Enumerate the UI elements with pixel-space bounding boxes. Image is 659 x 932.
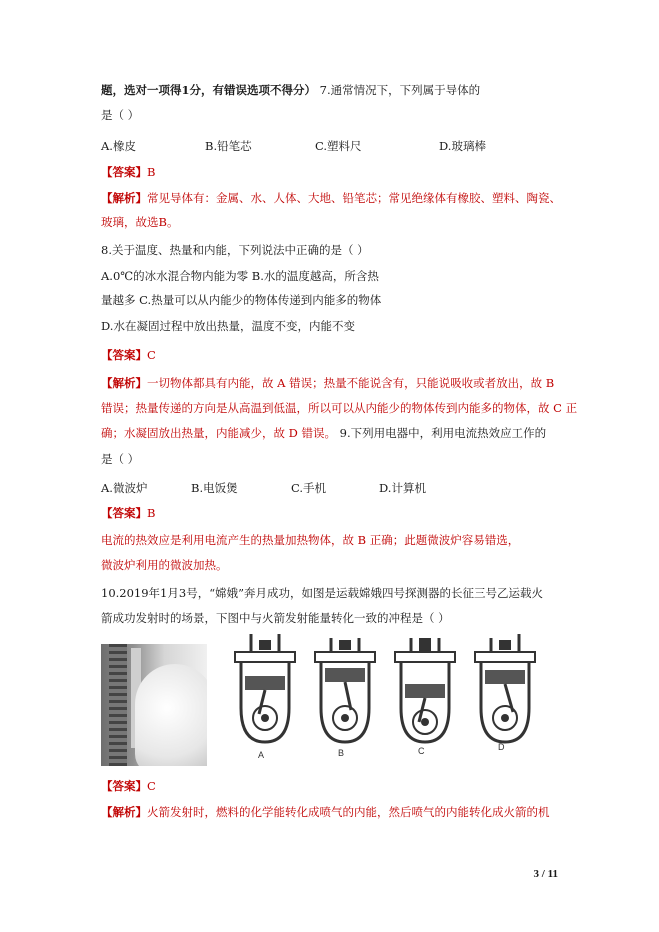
q10-answer-tag: 【答案】 xyxy=(101,779,147,793)
q7-answer xyxy=(101,164,155,180)
q8-analysis-line-2: 错误；热量传递的方向是从高温到低温，所以可以从内能少的物体传到内能多的物体，故 C 正 xyxy=(101,401,578,415)
q7-stem-line-2: 是（ ） xyxy=(101,108,140,122)
q7-analysis-tag: 【解析】 xyxy=(101,191,147,205)
q10-analysis-tag: 【解析】 xyxy=(101,805,147,819)
engine-stroke-d-diagram xyxy=(469,630,541,750)
q7-option-d: D.玻璃棒 xyxy=(439,139,486,153)
q9-answer xyxy=(101,505,155,521)
q7-answer-tag: 【答案】 xyxy=(101,165,147,179)
q7-option-c: C.塑料尺 xyxy=(315,139,362,153)
figure-label-a: A xyxy=(258,750,265,760)
q8-option-d: D.水在凝固过程中放出热量，温度不变，内能不变 xyxy=(101,319,355,333)
q7-answer-value: B xyxy=(147,165,156,179)
figure-label-b: B xyxy=(338,748,345,758)
q9-stem: 9.下列用电器中，利用电流热效应工作的 xyxy=(336,426,547,440)
q9-option-d: D.计算机 xyxy=(379,481,426,495)
q8-option-a-b: A.0℃的冰水混合物内能为零 B.水的温度越高，所含热 xyxy=(101,269,379,283)
q8-option-b-c: 量越多 C.热量可以从内能少的物体传递到内能多的物体 xyxy=(101,293,382,307)
q7-stem: 7.通常情况下，下列属于导体的 xyxy=(316,83,481,97)
figure-label-c: C xyxy=(418,746,425,756)
q8-analysis-text-3: 确；水凝固放出热量，内能减少，故 D 错误。 xyxy=(101,426,337,440)
q7-stem-line-1 xyxy=(101,82,480,98)
q9-analysis-line-2: 微波炉利用的微波加热。 xyxy=(101,558,228,572)
q10-answer-value: C xyxy=(147,779,156,793)
q9-stem-line-2: 是（ ） xyxy=(101,452,140,466)
q8-analysis-line-1 xyxy=(101,375,554,391)
q7-option-a: A.橡皮 xyxy=(101,139,136,153)
q10-figure xyxy=(101,630,541,770)
q10-analysis-line-1 xyxy=(101,804,550,820)
q8-stem: 8.关于温度、热量和内能，下列说法中正确的是（ ） xyxy=(101,243,369,257)
q8-answer-tag: 【答案】 xyxy=(101,348,147,362)
engine-stroke-b-diagram xyxy=(309,630,381,750)
q7-analysis-line-1 xyxy=(101,190,561,206)
q10-answer xyxy=(101,778,156,794)
q8-analysis-text-1: 一切物体都具有内能，故 A 错误；热量不能说含有，只能说吸收或者放出，故 B xyxy=(147,376,555,390)
q8-analysis-tag: 【解析】 xyxy=(101,376,147,390)
q7-section-note: 题，选对一项得1分，有错误选项不得分） xyxy=(101,83,316,97)
figure-label-d: D xyxy=(498,742,505,752)
q10-analysis-text-1: 火箭发射时，燃料的化学能转化成喷气的内能，然后喷气的内能转化成火箭的机 xyxy=(147,805,550,819)
q7-analysis-line-2: 玻璃，故选B。 xyxy=(101,215,179,229)
q8-analysis-line-3-with-q9 xyxy=(101,425,546,441)
rocket-launch-photo xyxy=(101,644,207,766)
q9-answer-value: B xyxy=(147,506,156,520)
q10-stem-line-2: 箭成功发射时的场景，下图中与火箭发射能量转化一致的冲程是（ ） xyxy=(101,611,450,625)
q9-option-a: A.微波炉 xyxy=(101,481,148,495)
q8-answer xyxy=(101,347,156,363)
engine-stroke-a-diagram xyxy=(229,630,301,750)
page-number: 3 / 11 xyxy=(533,868,558,880)
q10-stem-line-1: 10.2019年1月3号，“嫦娥”奔月成功，如图是运载嫦娥四号探测器的长征三号乙运载火 xyxy=(101,586,543,600)
q9-analysis-line-1: 电流的热效应是利用电流产生的热量加热物体，故 B 正确；此题微波炉容易错选， xyxy=(101,533,520,547)
q9-option-c: C.手机 xyxy=(291,481,327,495)
q7-options xyxy=(101,138,541,154)
q8-answer-value: C xyxy=(147,348,156,362)
q9-options xyxy=(101,480,541,496)
q9-answer-tag: 【答案】 xyxy=(101,506,147,520)
q9-option-b: B.电饭煲 xyxy=(191,481,238,495)
q7-analysis-text-1: 常见导体有：金属、水、人体、大地、铅笔芯；常见绝缘体有橡胶、塑料、陶瓷、 xyxy=(147,191,561,205)
q7-option-b: B.铅笔芯 xyxy=(205,139,252,153)
engine-stroke-c-diagram xyxy=(389,630,461,750)
